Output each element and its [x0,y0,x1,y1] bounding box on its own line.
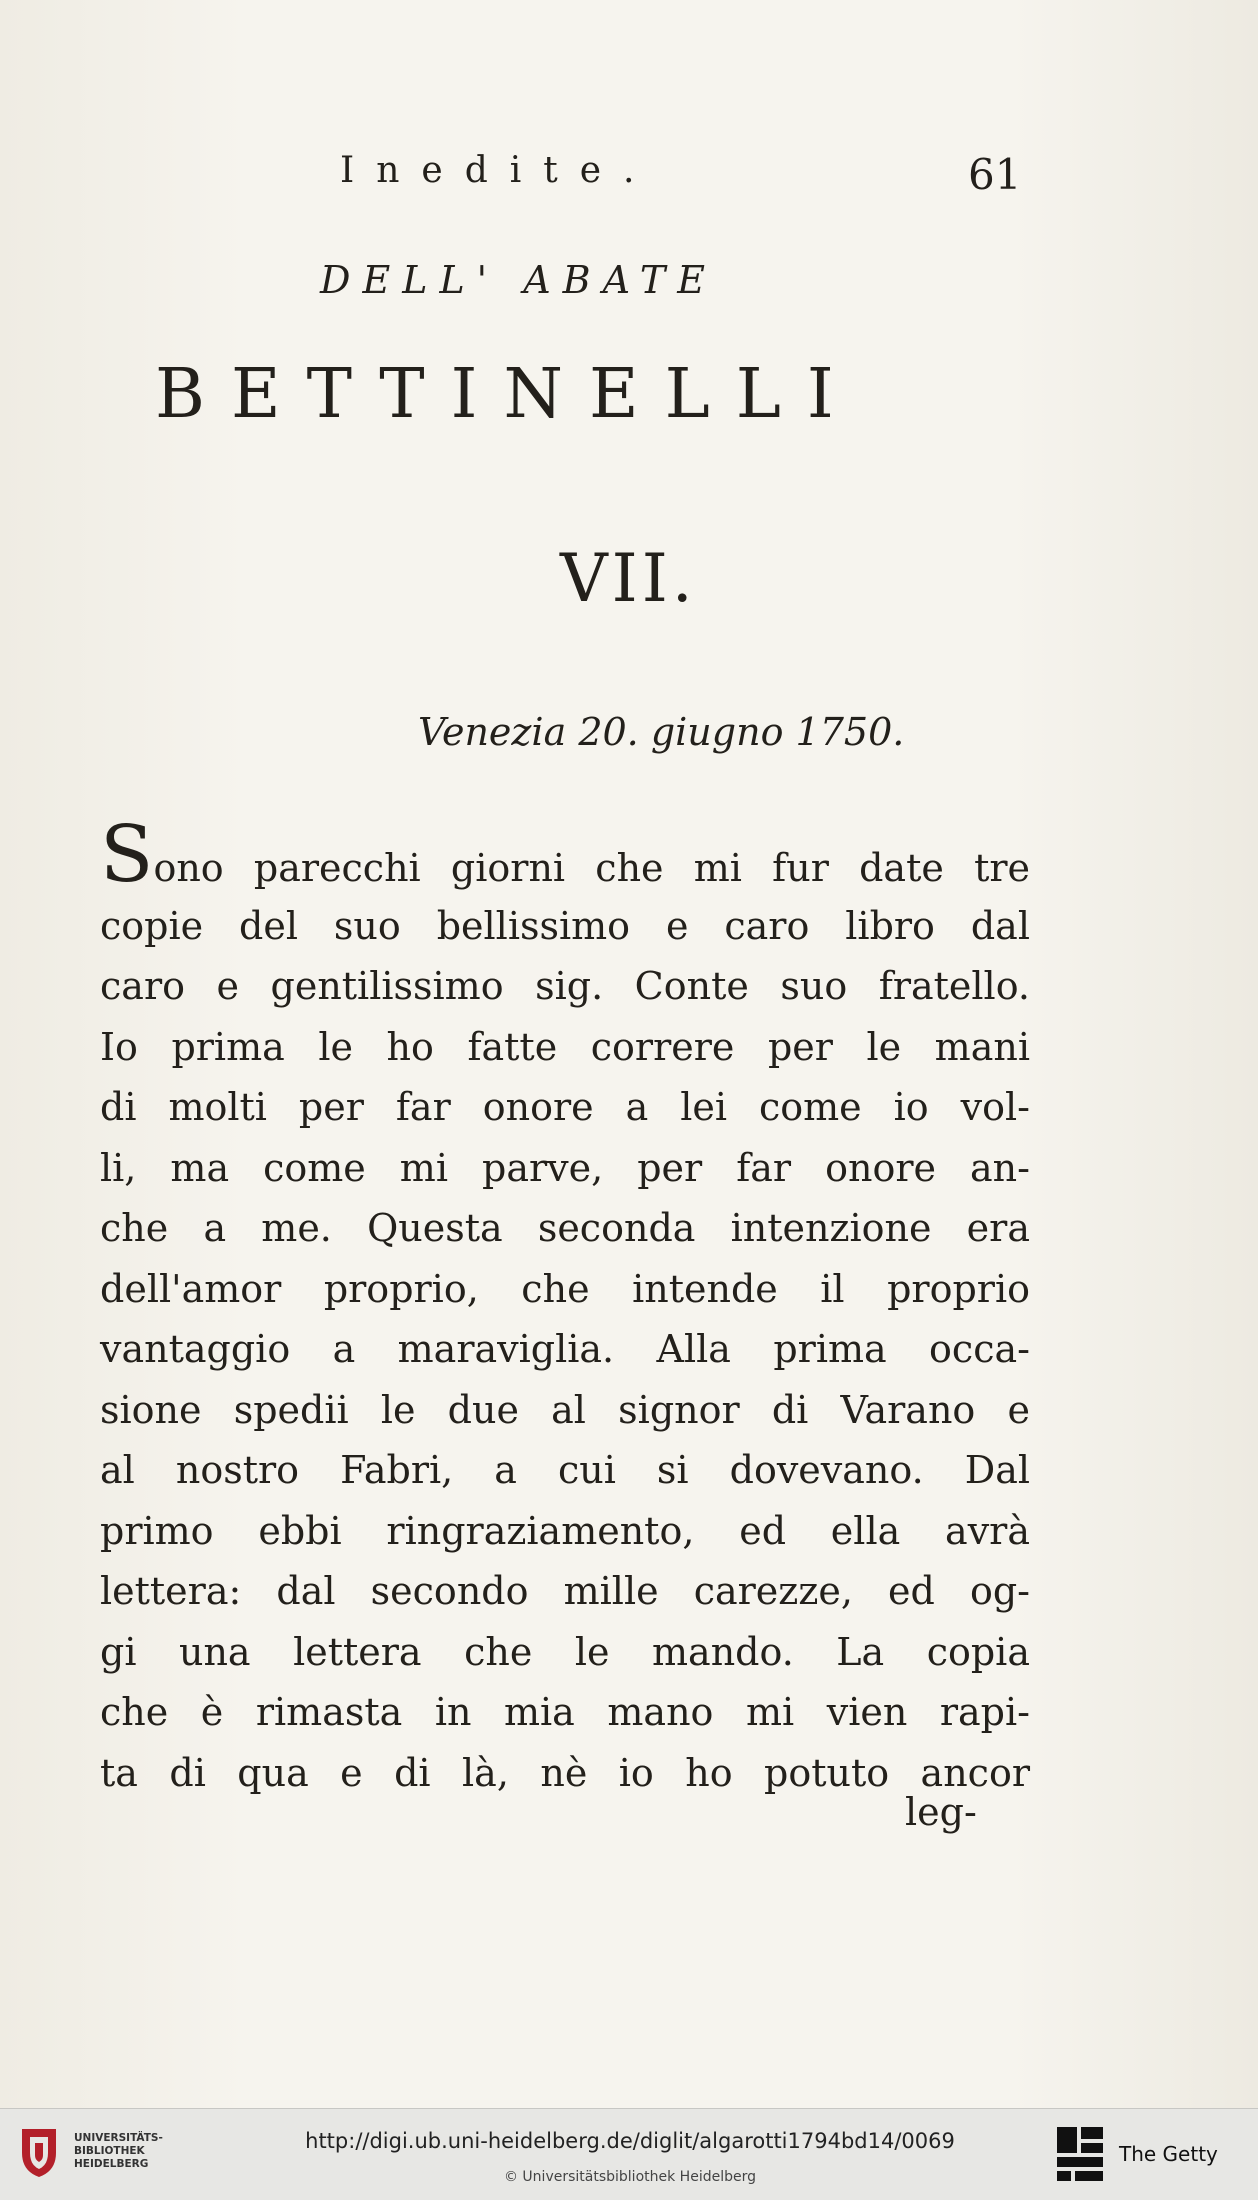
body-line: li, ma come mi parve, per far onore an- [100,1145,1030,1190]
getty-label: The Getty [1119,2142,1218,2166]
letter-dateline: Venezia 20. giugno 1750. [418,710,905,754]
body-line: gi una lettera che le mando. La copia [100,1629,1030,1674]
body-line: ta di qua e di là, nè io ho potuto ancor [100,1750,1030,1795]
letter-number: VII. [560,540,697,617]
permalink-url[interactable]: http://digi.ub.uni-heidelberg.de/diglit/algarotti1794bd14/0069 [305,2129,955,2153]
catchword: leg- [905,1790,977,1834]
viewer-footer [0,2108,1258,2200]
copyright-notice: © Universitätsbibliothek Heidelberg [503,2169,756,2185]
getty-mark-icon [1055,2125,1105,2183]
body-line: Sono parecchi giorni che mi fur date tre [100,810,1030,900]
body-line: sione spedii le due al signor di Varano e [100,1387,1030,1432]
body-line: primo ebbi ringraziamento, ed ella avrà [100,1508,1030,1553]
library-seal-icon [14,2123,64,2179]
library-logo-text: UNIVERSITÄTS-BIBLIOTHEK HEIDELBERG [74,2131,163,2170]
letter-body [100,810,1030,1803]
library-logo[interactable] [14,2123,184,2179]
running-header: Inedite. [340,150,657,191]
page-number: 61 [968,150,1022,199]
body-line: che a me. Questa seconda intenzione era [100,1206,1030,1250]
body-line: copie del suo bellissimo e caro libro dal [100,903,1030,948]
body-line: di molti per far onore a lei come io vol- [100,1085,1030,1129]
body-line: dell'amor proprio, che intende il proprio [100,1266,1030,1311]
body-line: vantaggio a maraviglia. Alla prima occa- [100,1327,1030,1371]
body-line: al nostro Fabri, a cui si dovevano. Dal [100,1448,1030,1492]
letter-author-prefix: DELL' ABATE [320,258,718,302]
letter-author: BETTINELLI [155,355,860,434]
body-line: Io prima le ho fatte correre per le mani [100,1024,1030,1069]
body-line: lettera: dal secondo mille carezze, ed og- [100,1569,1030,1613]
drop-cap: S [100,810,154,900]
body-line: che è rimasta in mia mano mi vien rapi- [100,1690,1030,1734]
body-line: caro e gentilissimo sig. Conte suo fratello. [100,964,1030,1008]
getty-logo[interactable] [1055,2125,1218,2183]
